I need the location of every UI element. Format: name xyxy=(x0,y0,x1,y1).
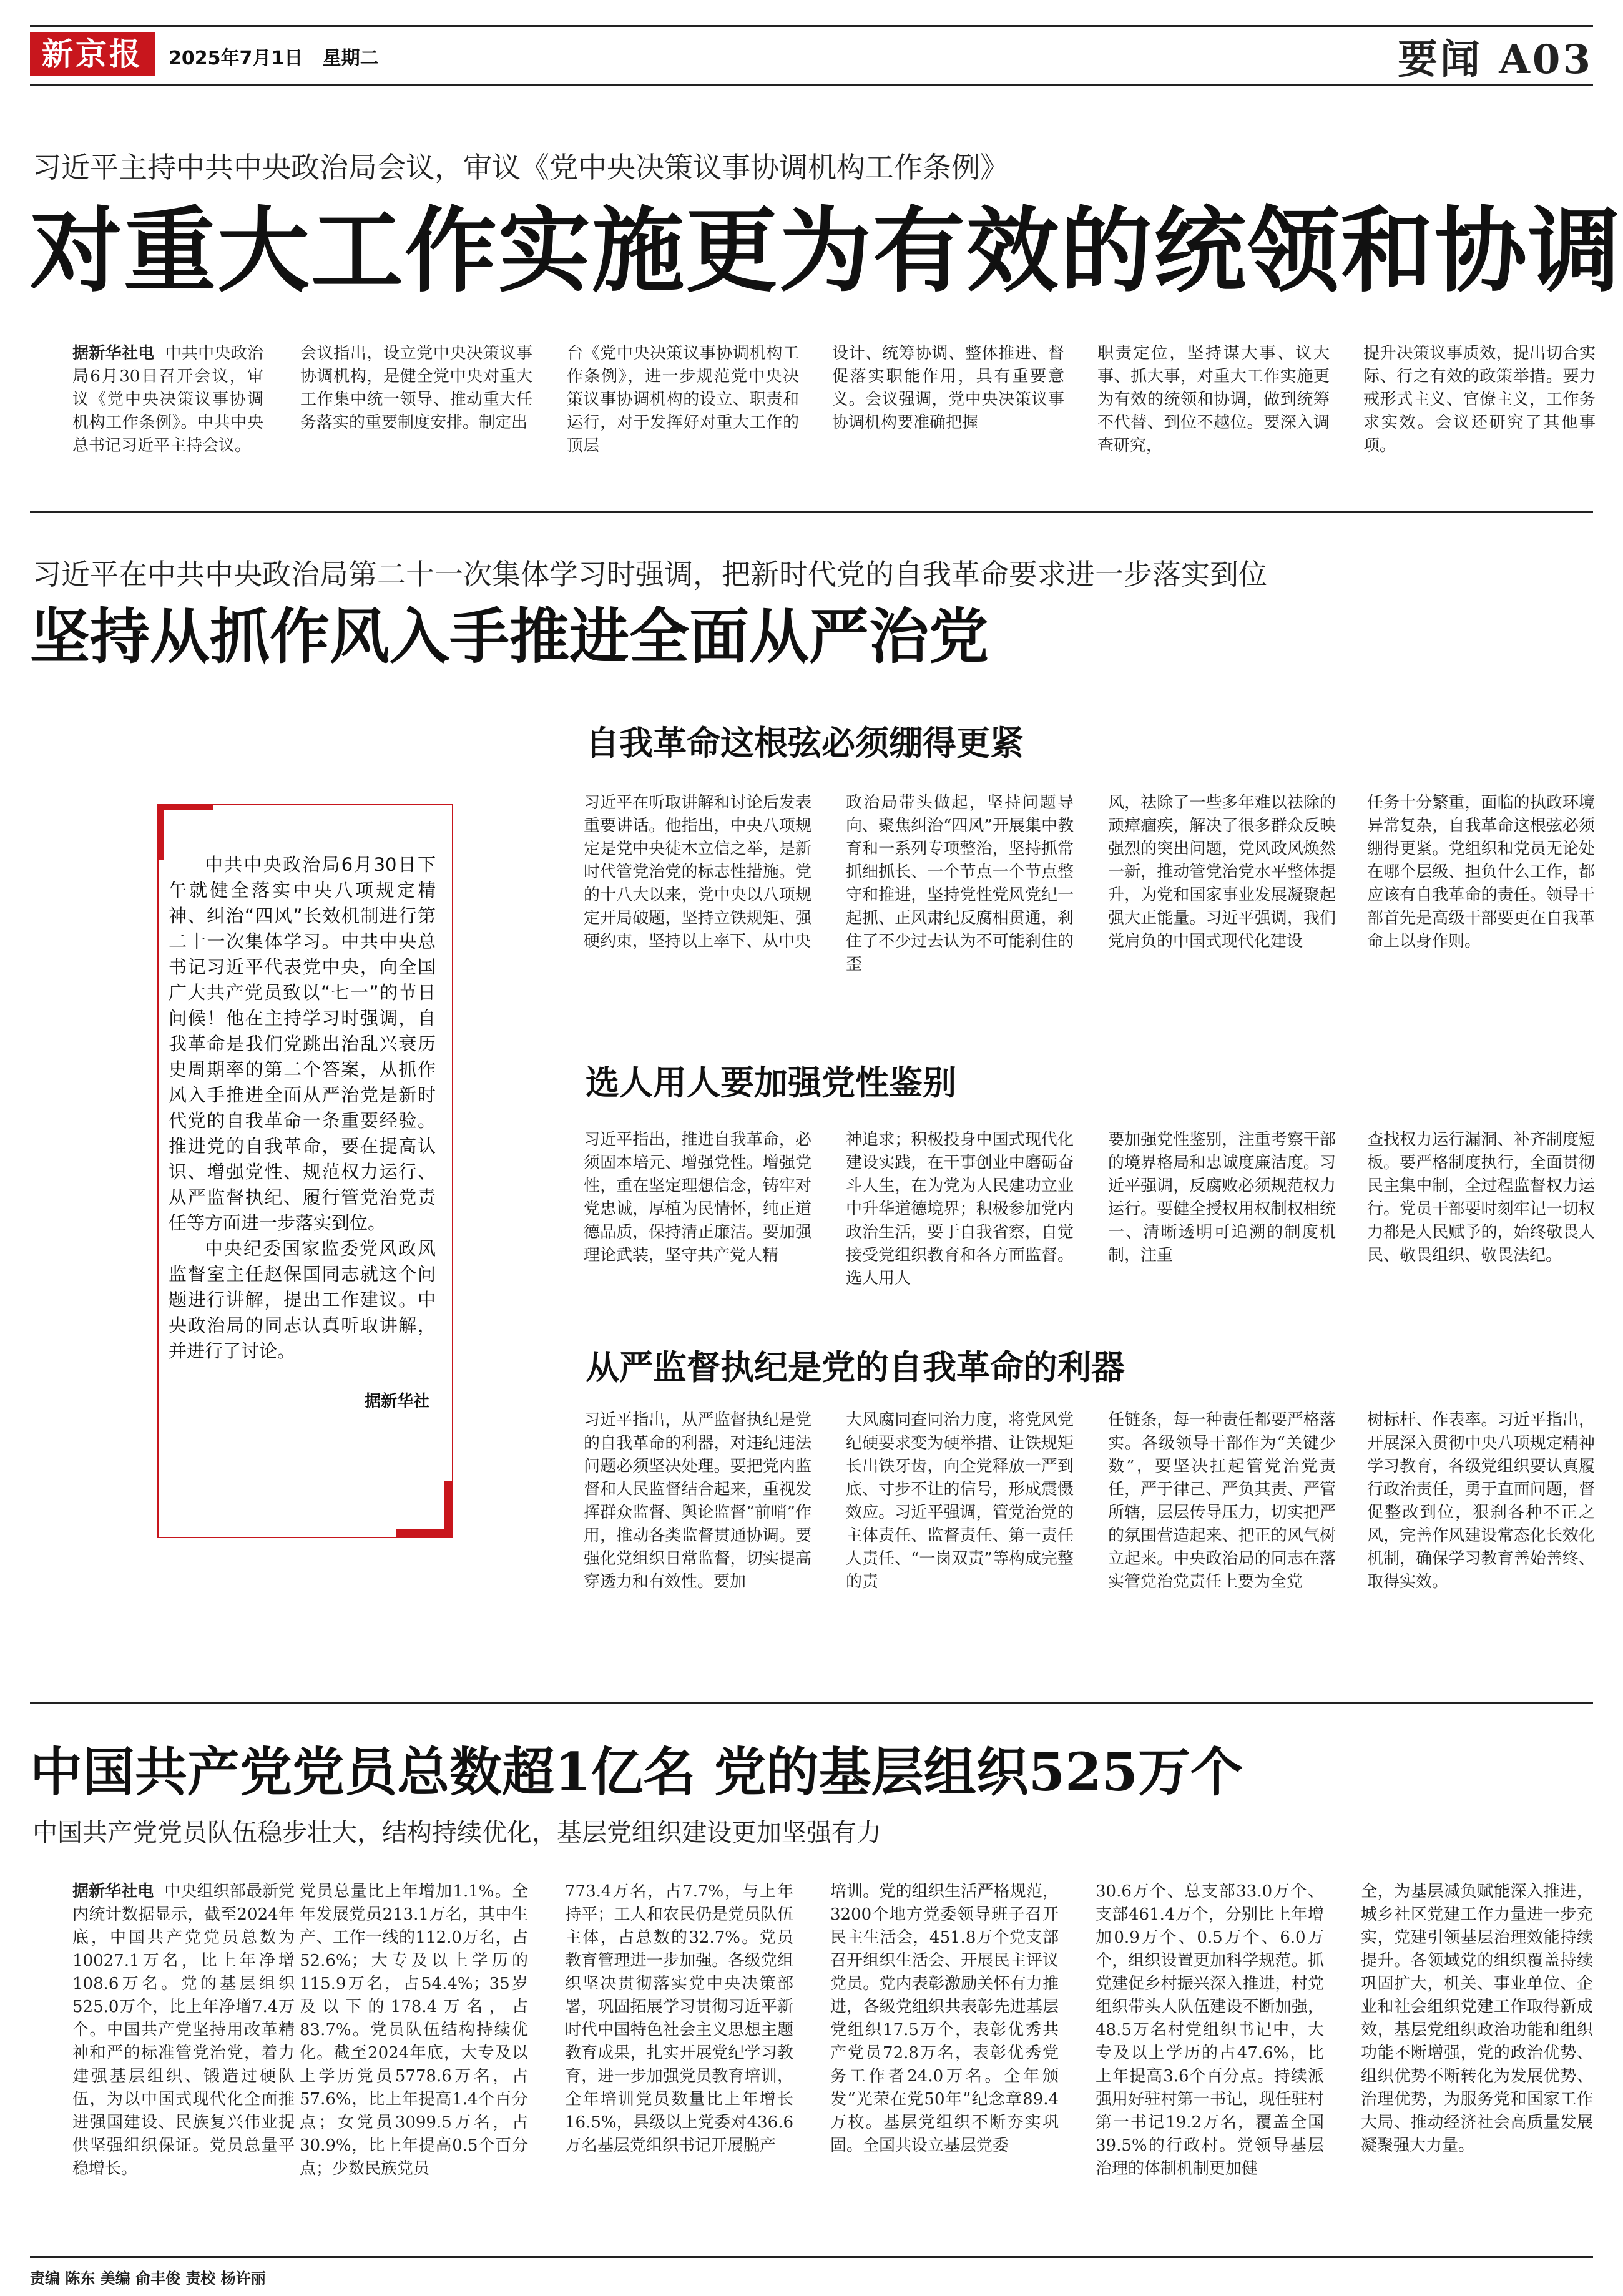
article1-col-5: 职责定位，坚持谋大事、议大事、抓大事，对重大工作实施更为有效的统领和协调，做到统筹不代替、到位不越位。要深入调查研究， xyxy=(1097,344,1330,455)
section2-col-3: 要加强党性鉴别，注重考察干部的境界格局和忠诚度廉洁度。习近平强调，反腐败必须规范权力运行。要健全授权用权制权相统一、清晰透明可追溯的制度机制，注重 xyxy=(1108,1131,1336,1265)
article3-source: 据新华社电 xyxy=(72,1882,154,1901)
weekday-text: 星期二 xyxy=(322,47,379,69)
section1-col-4: 任务十分繁重，面临的执政环境异常复杂，自我革命这根弦必须绷得更紧。党组织和党员无论处在哪个层级、担负什么工作，都应该有自我革命的责任。领导干部首先是高级干部要更在自我革命上以身作则。 xyxy=(1367,793,1595,951)
section2-col-4: 查找权力运行漏洞、补齐制度短板。要严格制度执行，全面贯彻民主集中制，全过程监督权力运行。党员干部要时刻牢记一切权力都是人民赋予的，始终敬畏人民、敬畏组织、敬畏法纪。 xyxy=(1367,1131,1595,1265)
article3-col-5: 30.6万个、总支部33.0万个、支部461.4万个，分别比上年增加0.9万个、0.5万个、6.0万个，组织设置更加科学规范。抓党建促乡村振兴深入推进，村党组织带头人队伍建设不断加强，48.5万名村党组织书记中，大专及以上学历的占47.6%，比上年提高3.6个百分点。持续派强用好驻村第一书记，现任驻村第一书记19.2万名，覆盖全国39.5%的行政村。党领导基层治理的体制机制更加健 xyxy=(1096,1882,1324,2178)
article3-subtitle: 中国共产党党员队伍稳步壮大，结构持续优化，基层党组织建设更加坚强有力 xyxy=(32,1818,881,1847)
article1-col-6: 提升决策议事质效，提出切合实际、行之有效的政策举措。要力戒形式主义、官僚主义，工作务求实效。会议还研究了其他事项。 xyxy=(1363,344,1596,455)
article3-col-2: 党员总量比上年增加1.1%。全年发展党员213.1万名，其中生产、工作一线的112.0万名，占52.6%；大专及以上学历的115.9万名，占54.4%；35岁及以下的178.4万名，占83.7%。党员队伍结构持续优化。截至2024年底，大专及以上学历党员5778.6万名，占57.6%，比上年提高1.4个百分点；女党员3099.5万名，占30.9%，比上年提高0.5个百分点；少数民族党员 xyxy=(300,1882,528,2178)
summary-box-text xyxy=(169,852,436,1415)
section1-col-3: 风，祛除了一些多年难以祛除的顽瘴痼疾，解决了很多群众反映强烈的突出问题，党风政风焕然一新，推动管党治党水平整体提升，为党和国家事业发展凝聚起强大正能量。习近平强调，我们党肩负的中国式现代化建设 xyxy=(1108,793,1336,951)
article1-col-1 xyxy=(72,342,263,458)
section3-col-2: 大风腐同查同治力度，将党风党纪硬要求变为硬举措、让铁规矩长出铁牙齿，向全党释放一严到底、寸步不让的信号，形成震慑效应。习近平强调，管党治党的主体责任、监督责任、第一责任人责任、“一岗双责”等构成完整的责 xyxy=(846,1411,1074,1591)
section2-col-1: 习近平指出，推进自我革命，必须固本培元、增强党性。增强党性，重在坚定理想信念，铸牢对党忠诚，厚植为民情怀，纯正道德品质，保持清正廉洁。要加强理论武装，坚守共产党人精 xyxy=(584,1131,812,1265)
article1-kicker: 习近平主持中共中央政治局会议，审议《党中央决策议事协调机构工作条例》 xyxy=(32,150,1009,184)
section3-col-1: 习近平指出，从严监督执纪是党的自我革命的利器，对违纪违法问题必须坚决处理。要把党内监督和人民监督结合起来，重视发挥群众监督、舆论监督“前哨”作用，推动各类监督贯通协调。要强化党组织日常监督，切实提高穿透力和有效性。要加 xyxy=(584,1411,812,1591)
summary-paragraph-2: 中央纪委国家监委党风政风监督室主任赵保国同志就这个问题进行讲解，提出工作建议。中央政治局的同志认真听取讲解，并进行了讨论。 xyxy=(169,1238,436,1361)
newspaper-logo: 新京报 xyxy=(30,32,155,76)
article2-kicker: 习近平在中共中央政治局第二十一次集体学习时强调，把新时代党的自我革命要求进一步落实到位 xyxy=(32,557,1267,591)
article3-headline: 中国共产党党员总数超1亿名 党的基层组织525万个 xyxy=(30,1741,1243,1803)
section-label: 要闻 A03 xyxy=(1398,36,1593,83)
article1-col-2: 会议指出，设立党中央决策议事协调机构，是健全党中央对重大工作集中统一领导、推动重大任务落实的重要制度安排。制定出 xyxy=(300,344,532,432)
article1-col-3: 台《党中央决策议事协调机构工作条例》，进一步规范党中央决策议事协调机构的设立、职责和运行，对于发挥好对重大工作的顶层 xyxy=(567,344,799,455)
section3-col-4: 树标杆、作表率。习近平指出，开展深入贯彻中央八项规定精神学习教育，各级党组织要认真履行政治责任，勇于直面问题，督促整改到位，狠刹各种不正之风，完善作风建设常态化长效化机制，确保学习教育善始善终、取得实效。 xyxy=(1367,1411,1595,1591)
date-text: 2025年7月1日 xyxy=(169,47,303,69)
section1-title: 自我革命这根弦必须绷得更紧 xyxy=(586,723,1024,763)
article2-headline: 坚持从抓作风入手推进全面从严治党 xyxy=(30,601,989,672)
section3-col-3: 任链条，每一种责任都要严格落实。各级领导干部作为“关键少数”，要坚决扛起管党治党责任，严于律己、严负其责、严管所辖，层层传导压力，切实把严的氛围营造起来、把正的风气树立起来。中央政治局的同志在落实管党治党责任上要为全党 xyxy=(1108,1411,1336,1591)
article3-col-1-text: 中央组织部最新党内统计数据显示，截至2024年底，中国共产党党员总数为10027.1万名，比上年净增108.6万名。党的基层组织525.0万个，比上年净增7.4万个。中国共产党坚持用改革精神和严的标准管党治党，着力建强基层组织、锻造过硬队伍，为以中国式现代化全面推进强国建设、民族复兴伟业提供坚强组织保证。党员总量平稳增长。 xyxy=(72,1882,295,2178)
section3-title: 从严监督执纪是党的自我革命的利器 xyxy=(586,1347,1125,1387)
section1-col-2: 政治局带头做起，坚持问题导向、聚焦纠治“四风”开展集中教育和一系列专项整治，坚持抓常抓细抓长、一个节点一个节点整守和推进，坚持党性党风党纪一起抓、正风肃纪反腐相贯通，刹住了不少过去认为不可能刹住的歪 xyxy=(846,793,1074,974)
article3-col-3: 773.4万名，占7.7%，与上年持平；工人和农民仍是党员队伍主体，占总数的32.7%。党员教育管理进一步加强。各级党组织坚决贯彻落实党中央决策部署，巩固拓展学习贯彻习近平新时代中国特色社会主义思想主题教育成果，扎实开展党纪学习教育，进一步加强党员教育培训，全年培训党员数量比上年增长16.5%，县级以上党委对436.6万名基层党组织书记开展脱产 xyxy=(565,1882,793,2155)
article3-col-4: 培训。党的组织生活严格规范，3200个地方党委领导班子召开民主生活会，451.8万个党支部召开组织生活会、开展民主评议党员。党内表彰激励关怀有力推进，各级党组织共表彰先进基层党组织17.5万个，表彰优秀共产党员72.8万名，表彰优秀党务工作者24.0万名。全年颁发“光荣在党50年”纪念章89.4万枚。基层党组织不断夯实巩固。全国共设立基层党委 xyxy=(830,1882,1059,2155)
editor-credits: 责编 陈东 美编 俞丰俊 责校 杨许丽 xyxy=(30,2270,266,2287)
article1-source: 据新华社电 xyxy=(72,344,155,363)
article3-col-1 xyxy=(72,1880,295,2181)
article1-col-4: 设计、统筹协调、整体推进、督促落实职能作用，具有重要意义。会议强调，党中央决策议事协调机构要准确把握 xyxy=(832,344,1064,432)
section2-col-2: 神追求；积极投身中国式现代化建设实践，在干事创业中磨砺奋斗人生，在为党为人民建功立业中升华道德境界；积极参加党内政治生活，要于自我省察，自觉接受党组织教育和各方面监督。选人用人 xyxy=(846,1131,1074,1288)
article1-headline: 对重大工作实施更为有效的统领和协调 xyxy=(30,196,1622,305)
section2-title: 选人用人要加强党性鉴别 xyxy=(586,1062,956,1102)
article1-col-1-text: 中共中央政治局6月30日召开会议，审议《党中央决策议事协调机构工作条例》。中共中央总书记习近平主持会议。 xyxy=(72,344,263,455)
article3-col-6: 全，为基层减负赋能深入推进，城乡社区党建工作力量进一步充实，党建引领基层治理效能持续提升。各领域党的组织覆盖持续巩固扩大，机关、事业单位、企业和社会组织党建工作取得新成效，基层党组织政治功能和组织功能不断增强，党的政治优势、组织优势不断转化为发展优势、治理优势，为服务党和国家工作大局、推动经济社会高质量发展凝聚强大力量。 xyxy=(1361,1882,1593,2155)
section1-col-1: 习近平在听取讲解和讨论后发表重要讲话。他指出，中央八项规定是党中央徒木立信之举，是新时代管党治党的标志性措施。党的十八大以来，党中央以八项规定开局破题，坚持立铁规矩、强硬约束，坚持以上率下、从中央 xyxy=(584,793,812,951)
summary-source: 据新华社 xyxy=(364,1392,429,1411)
issue-date xyxy=(169,42,379,70)
summary-paragraph-1: 中共中央政治局6月30日下午就健全落实中央八项规定精神、纠治“四风”长效机制进行第二十一次集体学习。中共中央总书记习近平代表党中央，向全国广大共产党员致以“七一”的节日问候！他在主持学习时强调，自我革命是我们党跳出治乱兴衰历史周期率的第二个答案，从抓作风入手推进全面从严治党是新时代党的自我革命一条重要经验。推进党的自我革命，要在提高认识、增强党性、规范权力运行、从严监督执纪、履行管党治党责任等方面进一步落实到位。 xyxy=(169,854,436,1234)
